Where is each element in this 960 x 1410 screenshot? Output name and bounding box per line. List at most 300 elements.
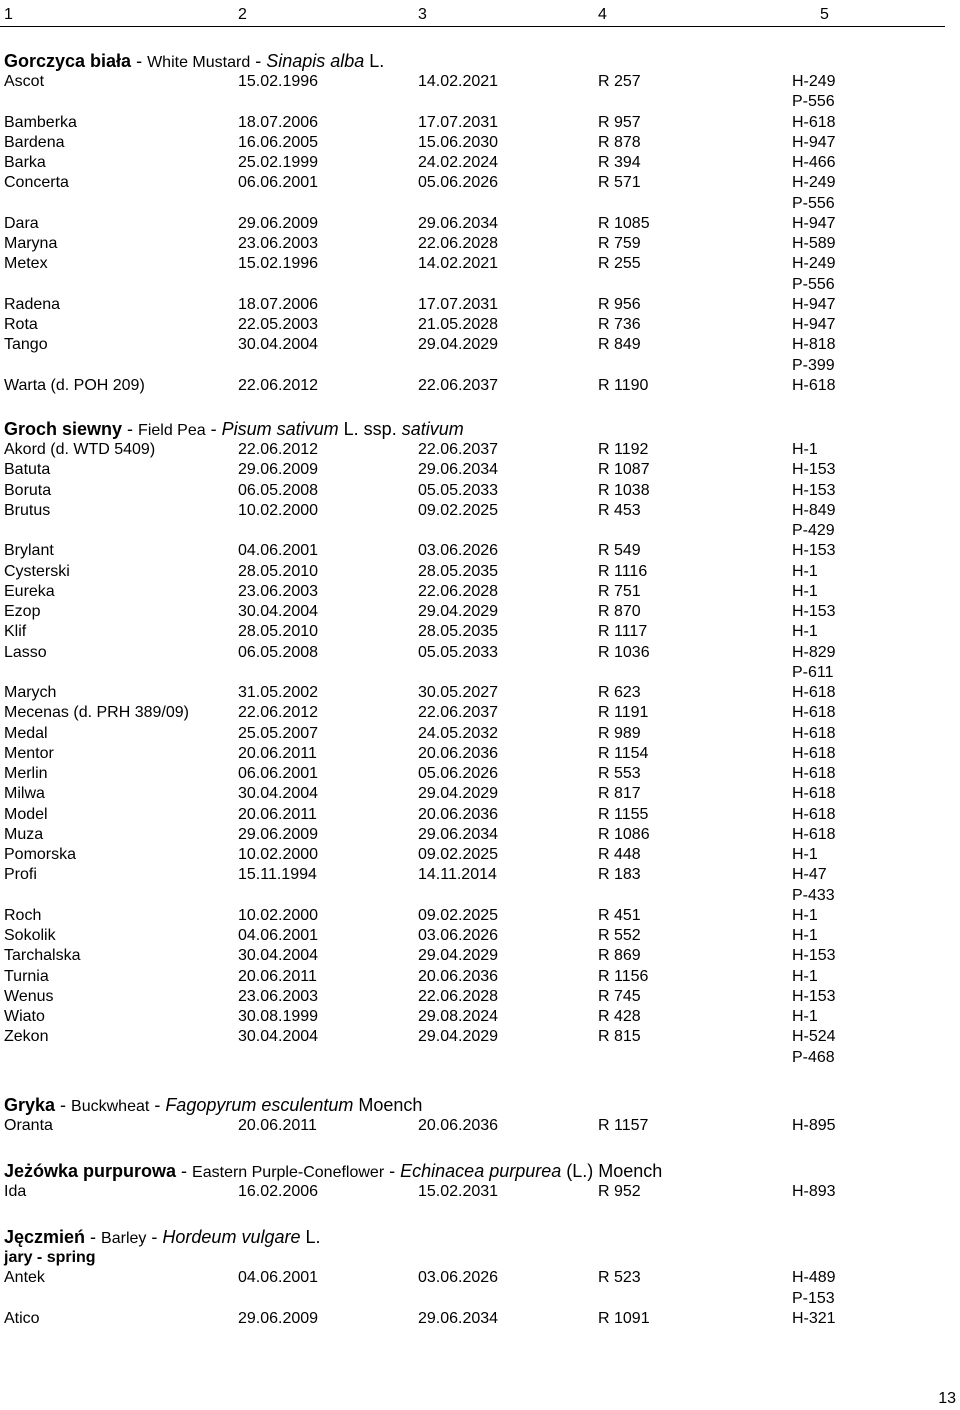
- table-row: [0, 724, 945, 744]
- register-number: R 1157: [598, 1117, 649, 1134]
- maintainer-code: H-618: [792, 684, 836, 701]
- registration-date: 29.06.2009: [238, 825, 319, 843]
- separator: -: [55, 1095, 72, 1115]
- table-row: [0, 744, 945, 764]
- expiry-date: 14.02.2021: [418, 73, 499, 90]
- table-row: [0, 1027, 945, 1047]
- registration-date: 15.02.1996: [238, 73, 319, 90]
- expiry-date: 09.02.2025: [418, 846, 499, 863]
- section-title: [4, 418, 464, 442]
- maintainer-code: H-618: [792, 376, 836, 394]
- variety-name: Brylant: [4, 542, 54, 560]
- expiry-date: 03.06.2026: [418, 1269, 499, 1287]
- expiry-date: 22.06.2028: [418, 235, 499, 252]
- maintainer-code: H-947: [792, 214, 836, 232]
- column-header-3: 3: [418, 6, 427, 23]
- registration-date: 22.05.2003: [238, 316, 319, 333]
- section-title-author: (L.) Moench: [561, 1161, 663, 1181]
- expiry-date: 17.07.2031: [418, 295, 499, 313]
- register-number: R 1192: [598, 441, 649, 458]
- variety-name: Merlin: [4, 765, 48, 782]
- maintainer-code: H-1: [792, 846, 818, 863]
- table-row: [0, 133, 945, 153]
- section-title-polish: Jeżówka purpurowa: [4, 1161, 177, 1181]
- table-row: [0, 1048, 945, 1068]
- register-number: R 553: [598, 765, 641, 782]
- register-number: R 1116: [598, 562, 648, 580]
- variety-name: Oranta: [4, 1117, 53, 1134]
- section-title-polish: Groch siewny: [4, 419, 123, 439]
- registration-date: 31.05.2002: [238, 684, 319, 701]
- table-row: [0, 113, 945, 133]
- section-title-latin: Echinacea purpurea: [400, 1161, 562, 1181]
- registration-date: 25.02.1999: [238, 154, 319, 171]
- registration-date: 15.11.1994: [238, 866, 317, 884]
- register-number: R 1086: [598, 825, 650, 843]
- registration-date: 15.02.1996: [238, 255, 319, 273]
- table-row: [0, 1182, 945, 1202]
- variety-name: Muza: [4, 825, 44, 843]
- maintainer-code: H-947: [792, 295, 836, 313]
- section-title: [4, 50, 384, 74]
- maintainer-code: P-433: [792, 886, 835, 904]
- maintainer-code: H-618: [792, 785, 836, 803]
- register-number: R 869: [598, 947, 641, 965]
- maintainer-code: H-849: [792, 501, 836, 519]
- section-title-author: L.: [300, 1227, 321, 1247]
- table-row: [0, 153, 945, 173]
- table-row: [0, 275, 945, 295]
- maintainer-code: P-556: [792, 93, 835, 111]
- expiry-date: 21.05.2028: [418, 316, 499, 333]
- registration-date: 30.04.2004: [238, 336, 319, 354]
- registration-date: 23.06.2003: [238, 582, 319, 600]
- expiry-date: 05.05.2033: [418, 643, 499, 661]
- expiry-date: 28.05.2035: [418, 562, 499, 580]
- registration-date: 10.02.2000: [238, 906, 319, 924]
- table-row: [0, 805, 945, 825]
- variety-name: Sokolik: [4, 927, 56, 944]
- register-number: R 956: [598, 295, 641, 313]
- registration-date: 10.02.2000: [238, 846, 319, 863]
- maintainer-code: H-618: [792, 825, 836, 843]
- maintainer-code: H-47: [792, 866, 827, 884]
- maintainer-code: H-947: [792, 316, 836, 333]
- maintainer-code: H-153: [792, 461, 836, 479]
- table-row: [0, 1289, 945, 1309]
- variety-name: Metex: [4, 255, 48, 273]
- expiry-date: 22.06.2028: [418, 582, 499, 600]
- expiry-date: 29.06.2034: [418, 825, 499, 843]
- variety-name: Bardena: [4, 133, 65, 151]
- expiry-date: 22.06.2037: [418, 441, 499, 458]
- register-number: R 1117: [598, 623, 648, 641]
- register-number: R 759: [598, 235, 641, 252]
- table-row: [0, 1268, 945, 1288]
- registration-date: 29.06.2009: [238, 461, 319, 479]
- registration-date: 20.06.2011: [238, 1117, 317, 1134]
- table-row: [0, 1116, 945, 1136]
- maintainer-code: P-429: [792, 522, 835, 539]
- register-number: R 957: [598, 113, 641, 131]
- variety-name: Barka: [4, 154, 46, 171]
- variety-name: Radena: [4, 295, 61, 313]
- table-row: [0, 214, 945, 234]
- maintainer-code: H-618: [792, 805, 836, 823]
- maintainer-code: H-1: [792, 623, 818, 641]
- maintainer-code: H-1: [792, 967, 818, 985]
- section-subtitle: jary - spring: [4, 1249, 96, 1266]
- section-title-english: Buckwheat: [71, 1098, 150, 1115]
- section-title-polish: Jęczmień: [4, 1227, 86, 1247]
- expiry-date: 24.05.2032: [418, 724, 499, 742]
- register-number: R 549: [598, 542, 641, 560]
- separator: -: [176, 1161, 193, 1181]
- section-title: [4, 1226, 321, 1250]
- table-row: [0, 1007, 945, 1027]
- table-row: [0, 825, 945, 845]
- expiry-date: 22.06.2037: [418, 376, 499, 394]
- variety-name: Zekon: [4, 1028, 49, 1046]
- table-row: [0, 501, 945, 521]
- expiry-date: 29.04.2029: [418, 1028, 499, 1046]
- table-row: [0, 784, 945, 804]
- variety-name: Medal: [4, 724, 48, 742]
- maintainer-code: H-829: [792, 643, 836, 661]
- maintainer-code: H-618: [792, 724, 836, 742]
- expiry-date: 29.06.2034: [418, 461, 499, 479]
- expiry-date: 03.06.2026: [418, 927, 499, 944]
- variety-name: Profi: [4, 866, 37, 884]
- separator: -: [250, 51, 267, 71]
- registration-date: 20.06.2011: [238, 967, 317, 985]
- registration-date: 16.06.2005: [238, 133, 319, 151]
- maintainer-code: H-618: [792, 765, 836, 782]
- maintainer-code: H-1: [792, 927, 818, 944]
- maintainer-code: H-947: [792, 133, 836, 151]
- expiry-date: 15.02.2031: [418, 1183, 499, 1200]
- expiry-date: 22.06.2028: [418, 987, 499, 1005]
- maintainer-code: H-589: [792, 235, 836, 252]
- expiry-date: 20.06.2036: [418, 744, 499, 762]
- variety-name: Eureka: [4, 582, 55, 600]
- maintainer-code: H-1: [792, 562, 818, 580]
- variety-name: Turnia: [4, 967, 49, 985]
- maintainer-code: H-153: [792, 947, 836, 965]
- register-number: R 870: [598, 603, 641, 620]
- maintainer-code: H-249: [792, 255, 836, 273]
- register-number: R 428: [598, 1008, 641, 1025]
- table-row: [0, 926, 945, 946]
- variety-name: Antek: [4, 1269, 45, 1287]
- register-number: R 815: [598, 1028, 641, 1046]
- expiry-date: 17.07.2031: [418, 113, 499, 131]
- register-number: R 394: [598, 154, 641, 171]
- section-title-latin: Hordeum vulgare: [162, 1227, 301, 1247]
- expiry-date: 22.06.2037: [418, 704, 499, 722]
- registration-date: 18.07.2006: [238, 113, 319, 131]
- table-row: [0, 683, 945, 703]
- variety-name: Tango: [4, 336, 48, 354]
- table-row: [0, 254, 945, 274]
- table-row: [0, 987, 945, 1007]
- maintainer-code: H-1: [792, 582, 818, 600]
- separator: -: [85, 1227, 102, 1247]
- separator: -: [205, 419, 222, 439]
- registration-date: 28.05.2010: [238, 623, 319, 641]
- registration-date: 16.02.2006: [238, 1183, 319, 1200]
- column-header-row: [0, 4, 945, 27]
- register-number: R 623: [598, 684, 641, 701]
- registration-date: 29.06.2009: [238, 214, 319, 232]
- section-title: [4, 1160, 662, 1184]
- separator: -: [131, 51, 148, 71]
- maintainer-code: P-399: [792, 356, 835, 374]
- register-number: R 745: [598, 987, 641, 1005]
- table-row: [0, 376, 945, 396]
- expiry-date: 29.04.2029: [418, 336, 499, 354]
- section-title-author: L. ssp.: [338, 419, 402, 439]
- maintainer-code: P-468: [792, 1048, 835, 1066]
- registration-date: 25.05.2007: [238, 724, 319, 742]
- table-row: [0, 622, 945, 642]
- maintainer-code: H-618: [792, 113, 836, 131]
- table-row: [0, 602, 945, 622]
- variety-name: Klif: [4, 623, 27, 641]
- table-row: [0, 460, 945, 480]
- table-row: [0, 315, 945, 335]
- variety-name: Batuta: [4, 461, 51, 479]
- register-number: R 1036: [598, 643, 650, 661]
- variety-name: Brutus: [4, 501, 51, 519]
- variety-name: Ida: [4, 1183, 27, 1200]
- expiry-date: 20.06.2036: [418, 805, 499, 823]
- registration-date: 20.06.2011: [238, 744, 317, 762]
- variety-name: Wenus: [4, 987, 54, 1005]
- expiry-date: 30.05.2027: [418, 684, 499, 701]
- registration-date: 22.06.2012: [238, 441, 319, 458]
- table-row: [0, 764, 945, 784]
- table-row: [0, 663, 945, 683]
- maintainer-code: H-489: [792, 1269, 836, 1287]
- variety-name: Ezop: [4, 603, 41, 620]
- section-title-latin: Sinapis alba: [266, 51, 365, 71]
- registration-date: 20.06.2011: [238, 805, 317, 823]
- register-number: R 736: [598, 316, 641, 333]
- register-number: R 1085: [598, 214, 650, 232]
- expiry-date: 28.05.2035: [418, 623, 499, 641]
- maintainer-code: H-618: [792, 704, 836, 722]
- expiry-date: 09.02.2025: [418, 501, 499, 519]
- register-number: R 989: [598, 724, 641, 742]
- maintainer-code: H-524: [792, 1028, 836, 1046]
- register-number: R 523: [598, 1269, 641, 1287]
- expiry-date: 24.02.2024: [418, 154, 499, 171]
- expiry-date: 29.04.2029: [418, 785, 499, 803]
- table-row: [0, 886, 945, 906]
- table-row: [0, 72, 945, 92]
- expiry-date: 20.06.2036: [418, 967, 499, 985]
- expiry-date: 05.06.2026: [418, 765, 499, 782]
- register-number: R 1091: [598, 1309, 650, 1327]
- table-row: [0, 906, 945, 926]
- variety-name: Concerta: [4, 174, 69, 192]
- registration-date: 23.06.2003: [238, 987, 319, 1005]
- variety-name: Marych: [4, 684, 57, 701]
- table-row: [0, 521, 945, 541]
- expiry-date: 14.11.2014: [418, 866, 497, 884]
- table-row: [0, 234, 945, 254]
- table-row: [0, 295, 945, 315]
- section-title-english: Field Pea: [138, 422, 206, 439]
- registration-date: 28.05.2010: [238, 562, 319, 580]
- section-title-author: Moench: [353, 1095, 423, 1115]
- maintainer-code: H-321: [792, 1309, 836, 1327]
- column-header-4: 4: [598, 6, 607, 23]
- variety-name: Pomorska: [4, 846, 77, 863]
- table-row: [0, 440, 945, 460]
- register-number: R 1155: [598, 805, 649, 823]
- maintainer-code: H-153: [792, 542, 836, 560]
- maintainer-code: H-466: [792, 154, 836, 171]
- expiry-date: 09.02.2025: [418, 906, 499, 924]
- register-number: R 1156: [598, 967, 649, 985]
- expiry-date: 14.02.2021: [418, 255, 499, 273]
- expiry-date: 29.06.2034: [418, 214, 499, 232]
- table-row: [0, 481, 945, 501]
- expiry-date: 29.08.2024: [418, 1008, 499, 1025]
- separator: -: [122, 419, 139, 439]
- table-row: [0, 967, 945, 987]
- section-title-latin: Fagopyrum esculentum: [165, 1095, 354, 1115]
- register-number: R 451: [598, 906, 641, 924]
- register-number: R 952: [598, 1183, 641, 1200]
- registration-date: 23.06.2003: [238, 235, 319, 252]
- variety-name: Ascot: [4, 73, 45, 90]
- maintainer-code: H-249: [792, 174, 836, 192]
- maintainer-code: H-895: [792, 1117, 836, 1134]
- section-title-polish: Gryka: [4, 1095, 56, 1115]
- maintainer-code: H-153: [792, 987, 836, 1005]
- table-row: [0, 541, 945, 561]
- section-title-english: White Mustard: [147, 54, 251, 71]
- maintainer-code: H-818: [792, 336, 836, 354]
- maintainer-code: H-893: [792, 1183, 836, 1200]
- page-number: 13: [938, 1390, 956, 1407]
- variety-name: Mentor: [4, 744, 54, 762]
- register-number: R 453: [598, 501, 641, 519]
- variety-name: Atico: [4, 1309, 40, 1327]
- table-row: [0, 356, 945, 376]
- table-row: [0, 194, 945, 214]
- maintainer-code: H-249: [792, 73, 836, 90]
- section-title-english: Barley: [101, 1230, 147, 1247]
- register-number: R 1038: [598, 481, 650, 499]
- register-number: R 1087: [598, 461, 650, 479]
- registration-date: 04.06.2001: [238, 542, 319, 560]
- maintainer-code: H-1: [792, 906, 818, 924]
- registration-date: 22.06.2012: [238, 704, 319, 722]
- section-title-latin-subspecies: sativum: [401, 419, 464, 439]
- register-number: R 878: [598, 133, 641, 151]
- expiry-date: 29.04.2029: [418, 603, 499, 620]
- registration-date: 30.04.2004: [238, 1028, 319, 1046]
- maintainer-code: P-611: [792, 663, 834, 681]
- table-row: [0, 335, 945, 355]
- maintainer-code: P-556: [792, 275, 835, 293]
- register-number: R 255: [598, 255, 641, 273]
- column-header-1: 1: [4, 6, 13, 23]
- registration-date: 30.08.1999: [238, 1008, 319, 1025]
- section-title-polish: Gorczyca biała: [4, 51, 132, 71]
- register-number: R 1191: [598, 704, 649, 722]
- table-row: [0, 582, 945, 602]
- variety-name: Bamberka: [4, 113, 77, 131]
- variety-name: Warta (d. POH 209): [4, 376, 145, 394]
- variety-name: Akord (d. WTD 5409): [4, 441, 156, 458]
- registration-date: 10.02.2000: [238, 501, 319, 519]
- maintainer-code: H-153: [792, 481, 836, 499]
- variety-name: Mecenas (d. PRH 389/09): [4, 704, 189, 722]
- section-title-english: Eastern Purple-Coneflower: [192, 1164, 385, 1181]
- table-row: [0, 173, 945, 193]
- expiry-date: 29.06.2034: [418, 1309, 499, 1327]
- registration-date: 29.06.2009: [238, 1309, 319, 1327]
- section-title-author: L.: [364, 51, 385, 71]
- table-row: [0, 1309, 945, 1329]
- maintainer-code: P-556: [792, 194, 835, 212]
- variety-name: Model: [4, 805, 48, 823]
- register-number: R 448: [598, 846, 641, 863]
- registration-date: 30.04.2004: [238, 947, 319, 965]
- column-header-5: 5: [820, 6, 829, 23]
- register-number: R 1190: [598, 376, 649, 394]
- variety-name: Wiato: [4, 1008, 45, 1025]
- variety-name: Dara: [4, 214, 39, 232]
- register-number: R 183: [598, 866, 641, 884]
- table-row: [0, 865, 945, 885]
- column-header-2: 2: [238, 6, 247, 23]
- register-number: R 817: [598, 785, 641, 803]
- registration-date: 30.04.2004: [238, 785, 319, 803]
- variety-name: Lasso: [4, 643, 47, 661]
- table-row: [0, 703, 945, 723]
- separator: -: [384, 1161, 401, 1181]
- table-row: [0, 845, 945, 865]
- section-title: [4, 1094, 422, 1118]
- register-number: R 751: [598, 582, 641, 600]
- separator: -: [146, 1227, 163, 1247]
- registration-date: 30.04.2004: [238, 603, 319, 620]
- register-number: R 849: [598, 336, 641, 354]
- table-row: [0, 92, 945, 112]
- section-title-latin: Pisum sativum: [221, 419, 339, 439]
- expiry-date: 05.05.2033: [418, 481, 499, 499]
- table-row: [0, 946, 945, 966]
- variety-name: Cysterski: [4, 562, 70, 580]
- expiry-date: 29.04.2029: [418, 947, 499, 965]
- registration-date: 18.07.2006: [238, 295, 319, 313]
- register-number: R 571: [598, 174, 641, 192]
- expiry-date: 05.06.2026: [418, 174, 499, 192]
- registration-date: 04.06.2001: [238, 927, 319, 944]
- expiry-date: 20.06.2036: [418, 1117, 499, 1134]
- table-row: [0, 643, 945, 663]
- registration-date: 22.06.2012: [238, 376, 319, 394]
- registration-date: 06.06.2001: [238, 765, 319, 782]
- maintainer-code: P-153: [792, 1289, 835, 1307]
- variety-name: Rota: [4, 316, 38, 333]
